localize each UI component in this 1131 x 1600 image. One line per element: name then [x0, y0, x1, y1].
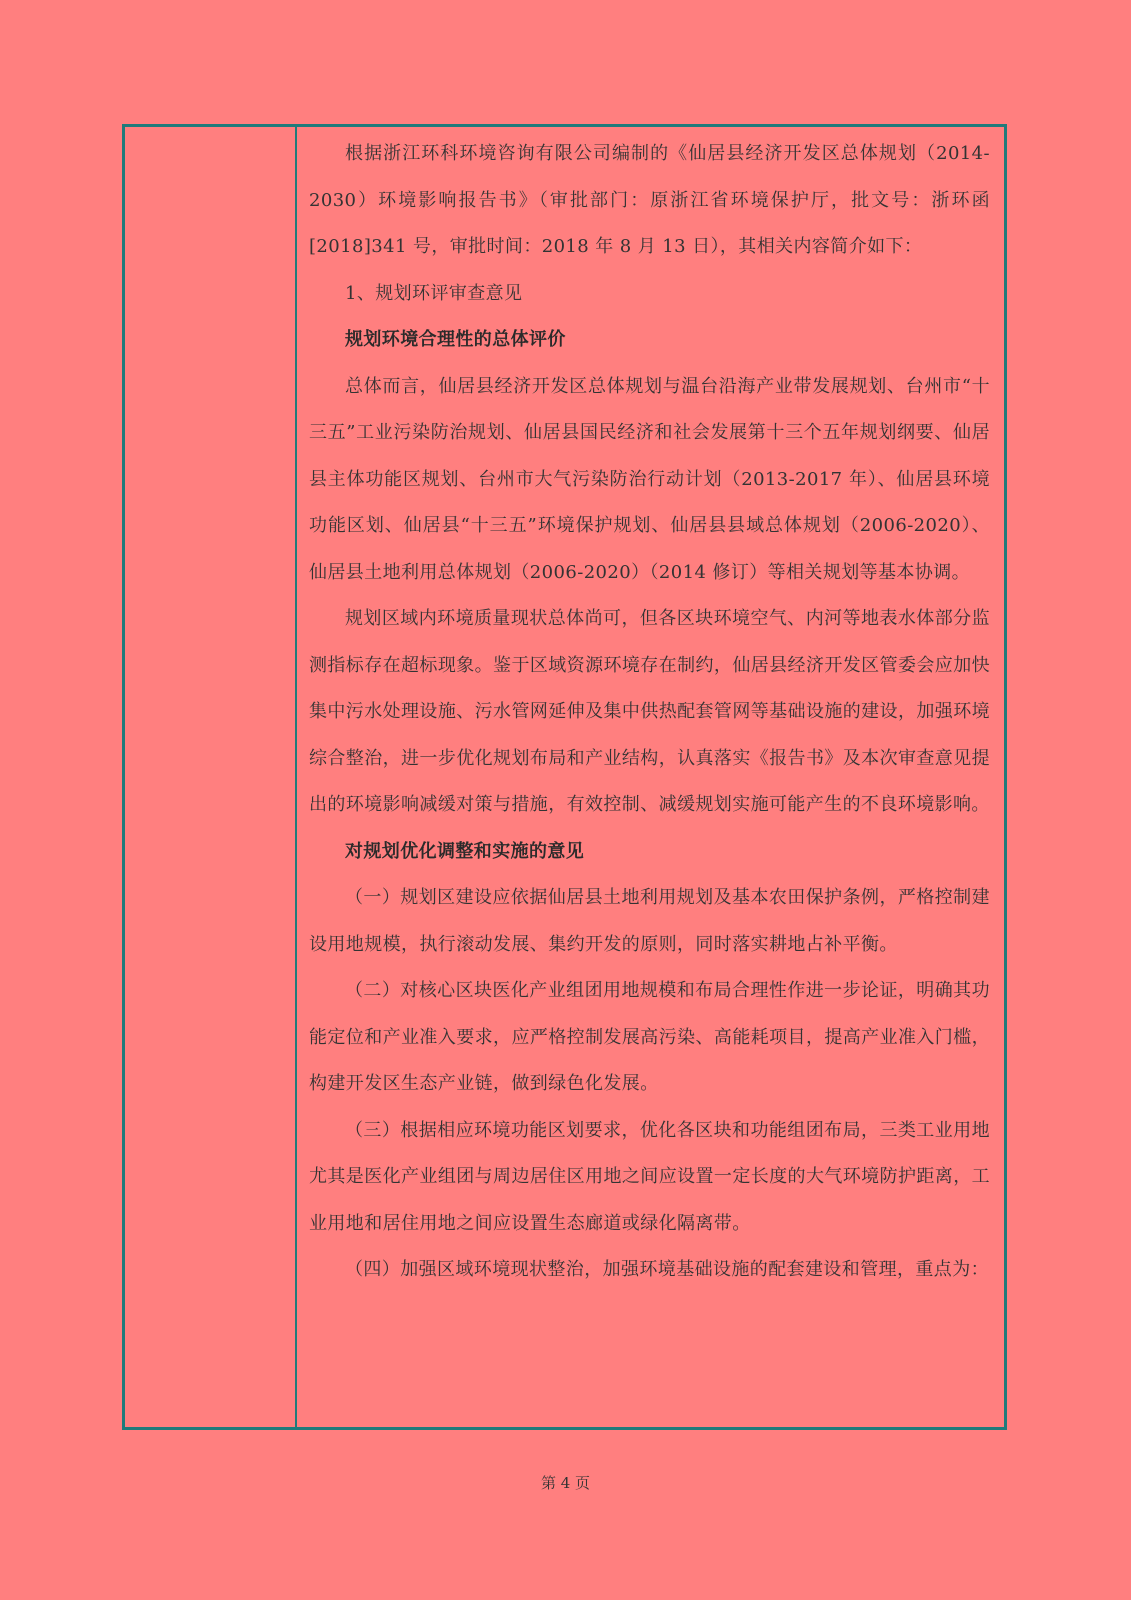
document-table: [122, 124, 1007, 1430]
heading-optimization-opinions: 对规划优化调整和实施的意见: [345, 840, 585, 862]
paragraph-item-3: （三）根据相应环境功能区划要求，优化各区块和功能组团布局，三类工业用地尤其是医化产业组团与周边居住区用地之间应设置一定长度的大气环境防护距离，工业用地和居住用地之间应设置生态廊道或绿化隔离带。: [309, 1119, 990, 1234]
paragraph-environmental-quality: 规划区域内环境质量现状总体尚可，但各区块环境空气、内河等地表水体部分监测指标存在超标现象。鉴于区域资源环境存在制约，仙居县经济开发区管委会应加快集中污水处理设施、污水管网延伸及集中供热配套管网等基础设施的建设，加强环境综合整治，进一步优化规划布局和产业结构，认真落实《报告书》及本次审查意见提出的环境影响减缓对策与措施，有效控制、减缓规划实施可能产生的不良环境影响。: [309, 608, 990, 815]
paragraph-item-2: （二）对核心区块医化产业组团用地规模和布局合理性作进一步论证，明确其功能定位和产业准入要求，应严格控制发展高污染、高能耗项目，提高产业准入门槛，构建开发区生态产业链，做到绿色化发展。: [309, 980, 990, 1094]
paragraph-overall-assessment: 总体而言，仙居县经济开发区总体规划与温台沿海产业带发展规划、台州市“十三五”工业污染防治规划、仙居县国民经济和社会发展第十三个五年规划纲要、仙居县主体功能区规划、台州市大气污染防治行动计划（2013-2017 年）、仙居县环境功能区划、仙居县“十三五”环境保护规划、仙居县县域总体规划（2006-2020）、 仙居县土地利用总体规划（2006-2020）（2014 修订）等相关规划等基本协调。: [309, 375, 990, 583]
paragraph-intro: 根据浙江环科环境咨询有限公司编制的《仙居县经济开发区总体规划（2014-2030）环境影响报告书》（审批部门：原浙江省环境保护厅，批文号：浙环函[2018]341 号，审批时间：2018 年 8 月 13 日），其相关内容简介如下：: [309, 143, 990, 257]
table-left-column: [125, 127, 297, 1427]
paragraph-section-1: 1、规划环评审查意见: [345, 282, 523, 304]
paragraph-item-4: （四）加强区域环境现状整治，加强环境基础设施的配套建设和管理，重点为：: [345, 1259, 989, 1280]
paragraph-item-1: （一）规划区建设应依据仙居县土地利用规划及基本农田保护条例，严格控制建设用地规模，执行滚动发展、集约开发的原则，同时落实耕地占补平衡。: [309, 887, 990, 955]
heading-overall-evaluation: 规划环境合理性的总体评价: [345, 329, 566, 350]
page-number: 第 4 页: [540, 1474, 591, 1492]
table-content-column: [297, 127, 1004, 1427]
